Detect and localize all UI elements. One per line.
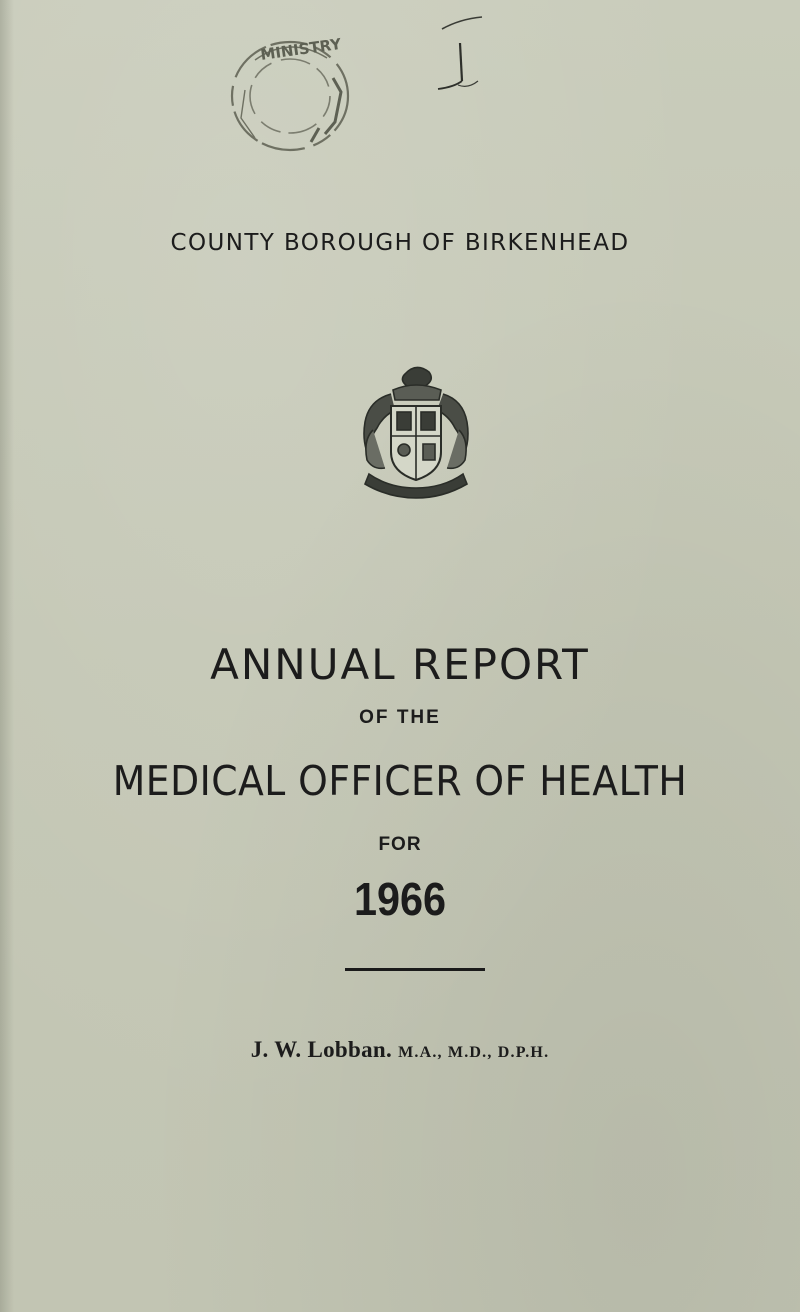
- report-title-connector: OF THE: [359, 707, 441, 728]
- divider-rule: [345, 968, 485, 971]
- svg-text:MINISTRY: MINISTRY: [259, 34, 343, 64]
- county-borough-heading: COUNTY BOROUGH OF BIRKENHEAD: [170, 230, 630, 256]
- author-qualifications: M.A., M.D., D.P.H.: [398, 1044, 550, 1061]
- report-for-label: FOR: [378, 834, 422, 855]
- coat-of-arms-icon: [355, 360, 477, 500]
- library-stamp-icon: [215, 30, 365, 165]
- report-title: ANNUAL REPORT: [210, 640, 590, 689]
- author-name: J. W. Lobban.: [250, 1037, 393, 1062]
- author-line: [0, 1037, 800, 1063]
- report-subject: MEDICAL OFFICER OF HEALTH: [112, 757, 688, 805]
- pencil-mark-icon: [420, 15, 490, 100]
- report-year: 1966: [353, 873, 447, 925]
